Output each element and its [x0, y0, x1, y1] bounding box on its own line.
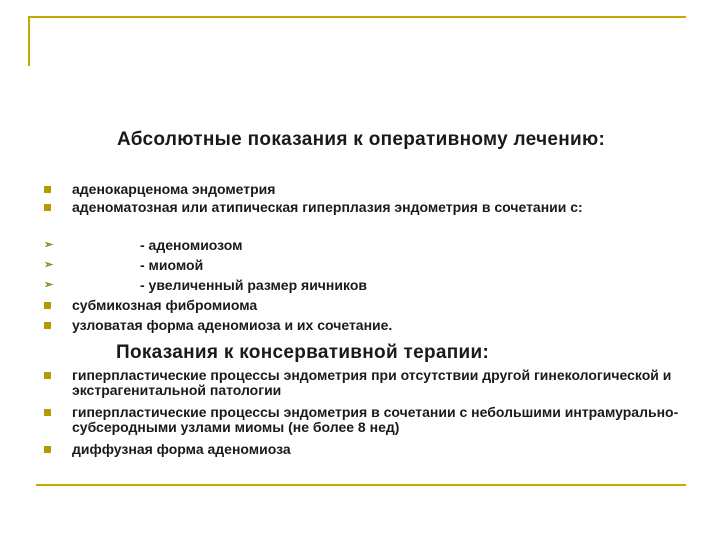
list-item: диффузная форма аденомиоза	[44, 442, 694, 458]
square-bullet-icon	[44, 302, 51, 309]
list-item: гиперпластические процессы эндометрия при отсутствии другой гинекологической и экстрагенитальной патологии	[44, 368, 694, 400]
frame-bottom-line	[36, 484, 686, 486]
list-item: ➢ - аденомиозом	[44, 237, 243, 253]
square-bullet-icon	[44, 186, 51, 193]
frame-top-line	[28, 16, 686, 18]
list-item: ➢ - увеличенный размер яичников	[44, 277, 367, 293]
square-bullet-icon	[44, 446, 51, 453]
arrow-bullet-icon: ➢	[44, 239, 54, 251]
list-item: субмикозная фибромиома	[44, 298, 694, 314]
heading-operative: Абсолютные показания к оперативному лечению:	[117, 129, 606, 150]
heading-conservative: Показания к консервативной терапии:	[116, 342, 490, 363]
frame-left-line	[28, 16, 30, 66]
list-item: аденоматозная или атипическая гиперплазия эндометрия в сочетании с:	[44, 200, 694, 234]
square-bullet-icon	[44, 322, 51, 329]
square-bullet-icon	[44, 409, 51, 416]
square-bullet-icon	[44, 204, 51, 211]
list-item: узловатая форма аденомиоза и их сочетание.	[44, 318, 694, 334]
list-item: гиперпластические процессы эндометрия в сочетании с небольшими интрамурально-субсеродными узлами миомы (не более 8 нед)	[44, 405, 694, 437]
arrow-bullet-icon: ➢	[44, 279, 54, 291]
square-bullet-icon	[44, 372, 51, 379]
list-item: ➢ - миомой	[44, 257, 204, 273]
arrow-bullet-icon: ➢	[44, 259, 54, 271]
list-item: аденокарценома эндометрия	[44, 182, 694, 198]
